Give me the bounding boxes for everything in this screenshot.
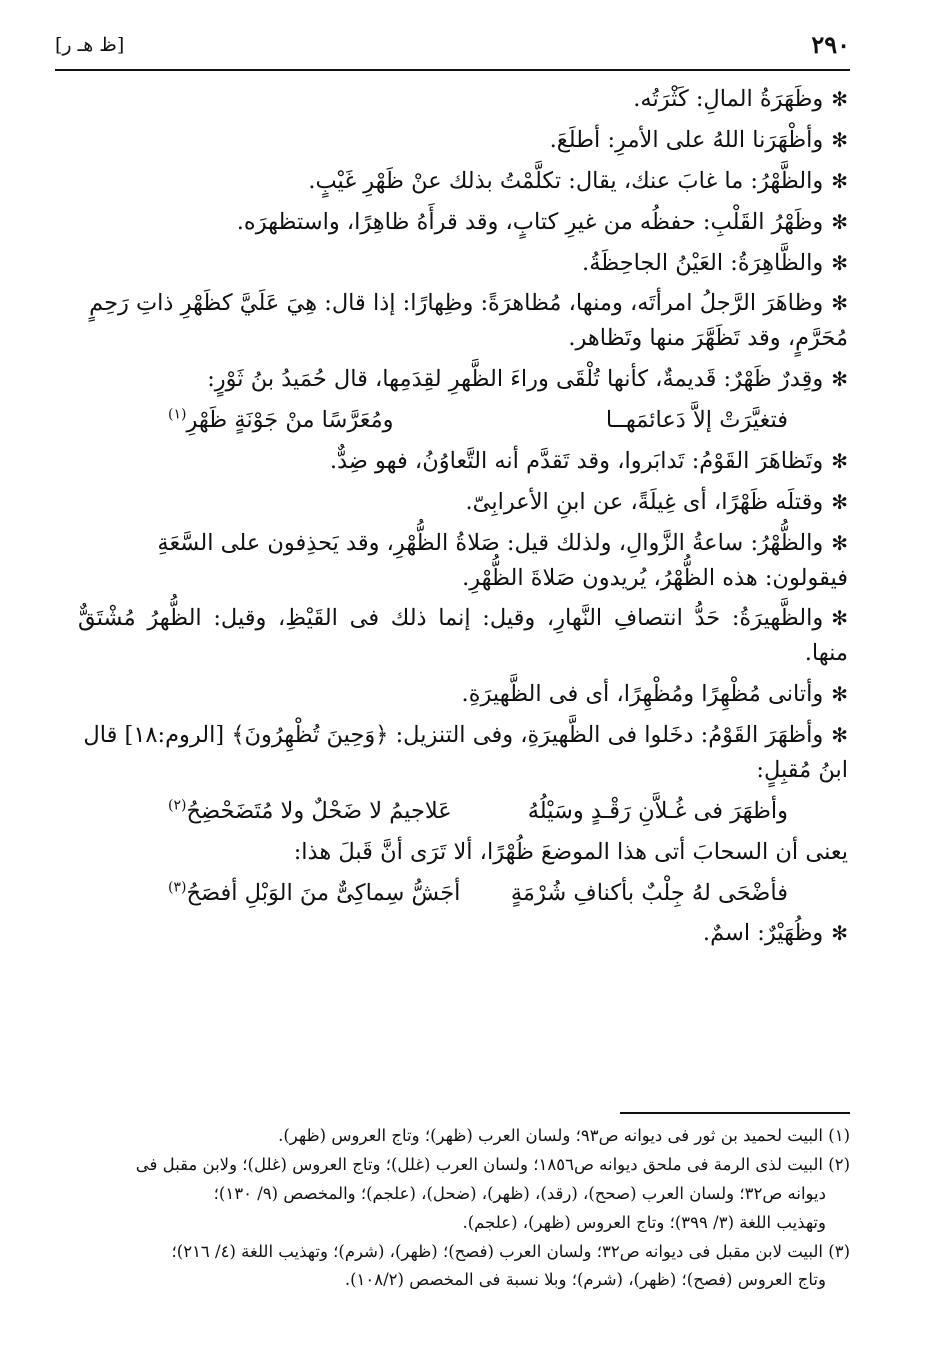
- entry: ✻والظَّاهِرَةُ: العَيْنُ الجاحِظَةُ.: [78, 246, 848, 281]
- star-icon: ✻: [831, 489, 848, 514]
- verse-first-hemistich: وأظهَرَ فى غُـلاَّنِ رَقْـدٍ وسَيْلُهُ: [527, 797, 788, 824]
- entry: ✻وتَظاهَرَ القَوْمُ: تَدابَروا، وقد تَقدَّم أنه التَّعاوُنُ، فهو ضِدٌّ.: [78, 444, 848, 479]
- footnote: (٢) البيت لذى الرمة فى ملحق ديوانه ص١٨٥٦؛ ولسان العرب (غلل)؛ وتاج العروس (غلل)؛ ولابن مقبل فى ديوانه ص٣٢؛ ولسان العرب (صحح)، (رقد)، (ظهر)، (ضحل)، (علجم)؛ والمخصص (٩/ ١٣٠)؛ وتهذيب اللغة (٣/ ٣٩٩)؛ وتاج العروس (ظهر)، (علجم).: [135, 1154, 850, 1232]
- prose-line: يعنى أن السحابَ أتى هذا الموضعَ ظُهْرًا، ألا تَرَى أنَّ قَبلَ هذا:: [293, 838, 848, 865]
- entry: ✻والظَّهيرَةُ: حَدُّ انتصافِ النَّهارِ، وقيل: إنما ذلك فى القَيْظِ، وقيل: الظُّهرُ مُشْتَقٌّ منها.: [78, 605, 848, 667]
- entry: ✻وظَهْرُ القَلْبِ: حفظُه من غيرِ كتابٍ، وقد قرأَهُ ظاهِرًا، واستظهرَه.: [78, 205, 848, 240]
- entry: ✻وظُهَيْرٌ: اسمٌ.: [78, 916, 848, 951]
- entry: ✻وأظْهَرَنا اللهُ على الأمرِ: أطلَعَ.: [78, 123, 848, 158]
- root-label: [ظ هـ ر]: [55, 34, 125, 56]
- footnotes: [70, 1122, 850, 1295]
- entry: ✻وظَهَرَةُ المالِ: كَثْرَتُه.: [78, 82, 848, 117]
- star-icon: ✻: [831, 921, 848, 946]
- verse-first-hemistich: فتغيَّرَتْ إلاَّ دَعائمَهــا: [605, 407, 788, 433]
- entry-continuation: ابنُ مُقبِلٍ:: [756, 756, 848, 783]
- star-icon: ✻: [831, 530, 848, 555]
- star-icon: ✻: [831, 209, 848, 234]
- entry: ✻والظُّهْرُ: ساعةُ الزَّوالِ، ولذلك قيل: صَلاةُ الظُّهْرِ، وقد يَحذِفون على السَّعَةِ فيقولون: هذه الظُّهْرُ، يُريدون صَلاةَ الظُّهْرِ.: [157, 529, 848, 591]
- entry: ✻وأظهَرَ القَوْمُ: دخَلوا فى الظَّهيرَةِ، وفى التنزيل: ﴿وَحِينَ تُظْهِرُونَ﴾ [الروم:١٨] قال ابنُ مُقبِلٍ:: [83, 722, 848, 783]
- entry-continuation: مُحَرَّمٍ، وقد تَظَهَّرَ منها وتَظاهر.: [568, 325, 848, 352]
- footnote-marker: (٢): [168, 797, 187, 814]
- verse: [78, 876, 848, 911]
- star-icon: ✻: [831, 127, 848, 152]
- footnote-rule: [620, 1112, 850, 1114]
- star-icon: ✻: [831, 448, 848, 473]
- verse-first-hemistich: فأضْحَى لهُ جِلْبٌ بأكنافِ شُرْمَةٍ: [510, 879, 788, 906]
- star-icon: ✻: [831, 87, 848, 111]
- header-rule: [55, 69, 850, 71]
- verse: [78, 403, 848, 438]
- entry: ✻وأتانى مُظْهِرًا ومُظْهِرًا، أى فى الظَّهيرَةِ.: [78, 677, 848, 712]
- footnote-marker: (٣): [168, 879, 187, 895]
- verse: [78, 794, 848, 829]
- star-icon: ✻: [831, 606, 848, 631]
- entry: ✻والظَّهْرُ: ما غابَ عنك، يقال: تكلَّمْتُ بذلك عنْ ظَهْرِ غَيْبٍ.: [78, 164, 848, 199]
- star-icon: ✻: [831, 723, 848, 747]
- star-icon: ✻: [831, 250, 848, 275]
- entry: ✻وقتلَه ظَهْرًا، أى غِيلَةً، عن ابنِ الأعرابِىّ.: [78, 485, 848, 520]
- verse-second-hemistich: أجَشُّ سِماكِىٌّ منَ الوَبْلِ أفصَحُ$^{(٣)}$: [168, 879, 461, 906]
- star-icon: ✻: [831, 367, 848, 392]
- footnote-marker: (١): [168, 406, 187, 423]
- footnote: (٣) البيت لابن مقبل فى ديوانه ص٣٢؛ ولسان العرب (فصح)؛ (ظهر)، (شرم)؛ وتهذيب اللغة (٤/ ٢١٦)؛ وتاج العروس (فصح)؛ (ظهر)، (شرم)؛ وبلا نسبة فى المخصص (١٠٨/٢).: [171, 1241, 850, 1290]
- star-icon: ✻: [831, 168, 848, 193]
- entry-continuation: فيقولون: هذه الظُّهْرُ، يُريدون صَلاةَ الظُّهْرِ.: [462, 564, 848, 591]
- entry: ✻وظاهَرَ الرَّجلُ امرأتَه، ومنها، مُظاهرَةً: وظِهارًا: إذا قال: هِيَ عَلَيَّ كظَهْرِ ذاتِ رَحِمٍ مُحَرَّمٍ، وقد تَظَهَّرَ منها وتَظاهر.: [89, 290, 848, 352]
- star-icon: ✻: [831, 682, 848, 707]
- verse-second-hemistich: ومُعَرَّسًا منْ جَوْنَةٍ ظَهْرِ$^{(١)}$: [168, 406, 394, 433]
- page-header: [55, 30, 850, 64]
- entry: ✻وقِدرٌ ظَهْرٌ: قَديمةٌ، كأنها تُلْقَى وراءَ الظَّهرِ لقِدَمِها، قال حُمَيدُ بنُ ثَوْرٍ:: [78, 362, 848, 397]
- footnote: (١) البيت لحميد بن ثور فى ديوانه ص٩٣؛ ولسان العرب (ظهر)؛ وتاج العروس (ظهر).: [278, 1126, 850, 1145]
- verse-second-hemistich: عَلاجيمُ لا ضَحْلٌ ولا مُتَضَحْضِحُ$^{(٢)}$: [168, 797, 452, 824]
- star-icon: ✻: [831, 291, 848, 316]
- main-text: [78, 82, 848, 957]
- page-number: ٢٩٠: [811, 30, 850, 59]
